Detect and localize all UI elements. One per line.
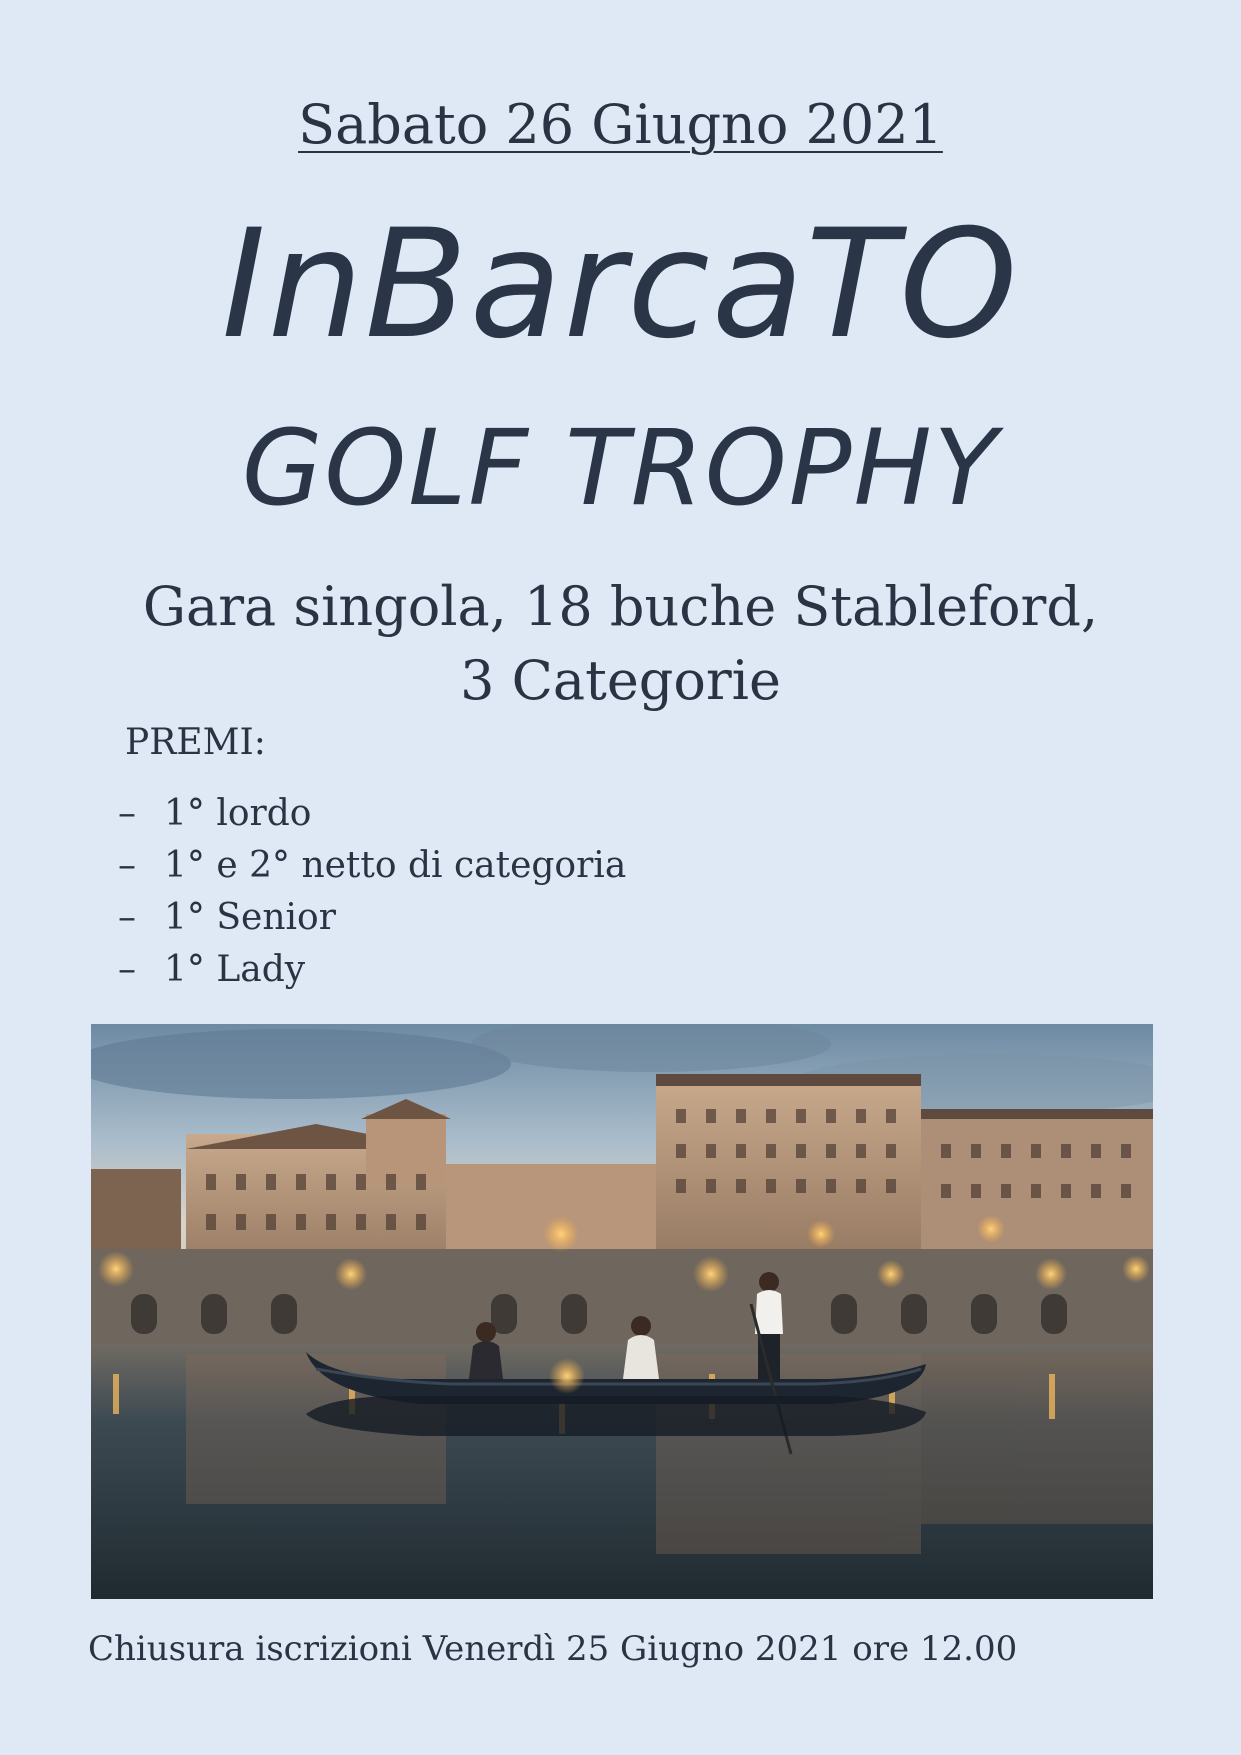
dash-bullet: – [118,897,136,938]
dash-bullet: – [118,793,136,834]
prizes-heading: PREMI: [125,722,266,763]
competition-categories: 3 Categorie [460,649,781,712]
prize-item-label: 1° lordo [164,793,312,834]
event-date-text: Sabato 26 Giugno 2021 [298,93,943,156]
registration-deadline: Chiusura iscrizioni Venerdì 25 Giugno 2021 ore 12.00 [88,1629,1018,1669]
dash-bullet: – [118,949,136,990]
gondola-photo [91,1024,1153,1599]
prize-item [118,788,626,840]
prize-item [118,944,626,996]
event-date [0,92,1241,158]
prize-item [118,892,626,944]
dash-bullet: – [118,845,136,886]
event-title: InBarcaTO [221,198,1020,372]
prize-item-label: 1° e 2° netto di categoria [164,845,627,886]
competition-format: Gara singola, 18 buche Stableford, [142,575,1099,638]
prize-item-label: 1° Lady [164,949,306,990]
prize-item-label: 1° Senior [164,897,336,938]
prize-item [118,840,626,892]
prizes-list [118,788,626,996]
event-subtitle-trophy: GOLF TROPHY [241,407,1000,529]
